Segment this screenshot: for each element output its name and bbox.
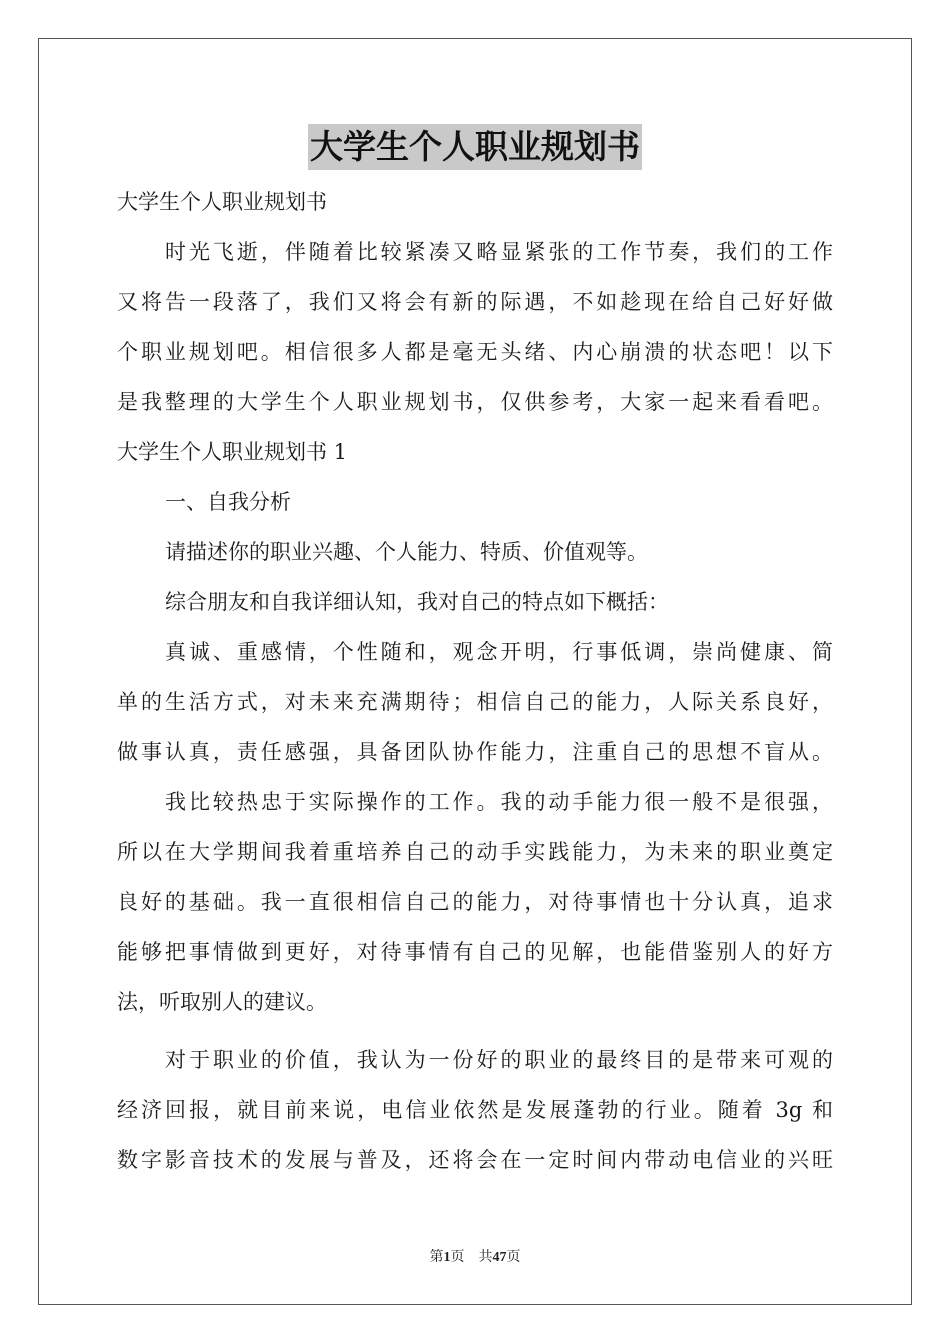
text-line: 是我整理的大学生个人职业规划书，仅供参考，大家一起来看看吧。 [117,390,833,414]
text-line: 我比较热忠于实际操作的工作。我的动手能力很一般不是很强， [165,790,833,814]
page-suffix: 页 [450,1250,465,1265]
text-line: 大学生个人职业规划书 1 [117,440,348,464]
text-line: 所以在大学期间我着重培养自己的动手实践能力，为未来的职业奠定 [117,840,833,864]
page-footer [0,1246,950,1266]
document-title: 大学生个人职业规划书 [308,124,642,170]
title-container [0,124,950,170]
text-line: 大学生个人职业规划书 [117,190,327,214]
text-line: 单的生活方式，对未来充满期待；相信自己的能力，人际关系良好， [117,690,833,714]
text-line: 请描述你的职业兴趣、个人能力、特质、价值观等。 [165,540,648,564]
text-line: 法，听取别人的建议。 [117,990,327,1014]
text-line: 一、自我分析 [165,490,291,514]
document-body [117,177,837,1185]
text-line: 时光飞逝，伴随着比较紧凑又略显紧张的工作节奏，我们的工作 [165,240,833,264]
current-page-number: 1 [443,1250,451,1265]
text-line: 做事认真，责任感强，具备团队协作能力，注重自己的思想不盲从。 [117,740,833,764]
text-line: 数字影音技术的发展与普及，还将会在一定时间内带动电信业的兴旺 [117,1148,833,1172]
text-line: 对于职业的价值，我认为一份好的职业的最终目的是带来可观的 [165,1048,833,1072]
total-page-count: 47 [492,1250,507,1265]
text-line: 个职业规划吧。相信很多人都是毫无头绪、内心崩溃的状态吧！以下 [117,340,833,364]
text-line: 综合朋友和自我详细认知，我对自己的特点如下概括： [165,590,669,614]
text-line: 经济回报，就目前来说，电信业依然是发展蓬勃的行业。随着 3g 和 [117,1098,833,1122]
text-line: 真诚、重感情，个性随和，观念开明，行事低调，崇尚健康、简 [165,640,833,664]
text-line: 能够把事情做到更好，对待事情有自己的见解，也能借鉴别人的好方 [117,940,833,964]
text-line: 又将告一段落了，我们又将会有新的际遇，不如趁现在给自己好好做 [117,290,833,314]
total-prefix: 共 [478,1250,493,1265]
total-suffix: 页 [506,1250,521,1265]
text-line: 良好的基础。我一直很相信自己的能力，对待事情也十分认真，追求 [117,890,833,914]
page-prefix: 第 [429,1250,444,1265]
